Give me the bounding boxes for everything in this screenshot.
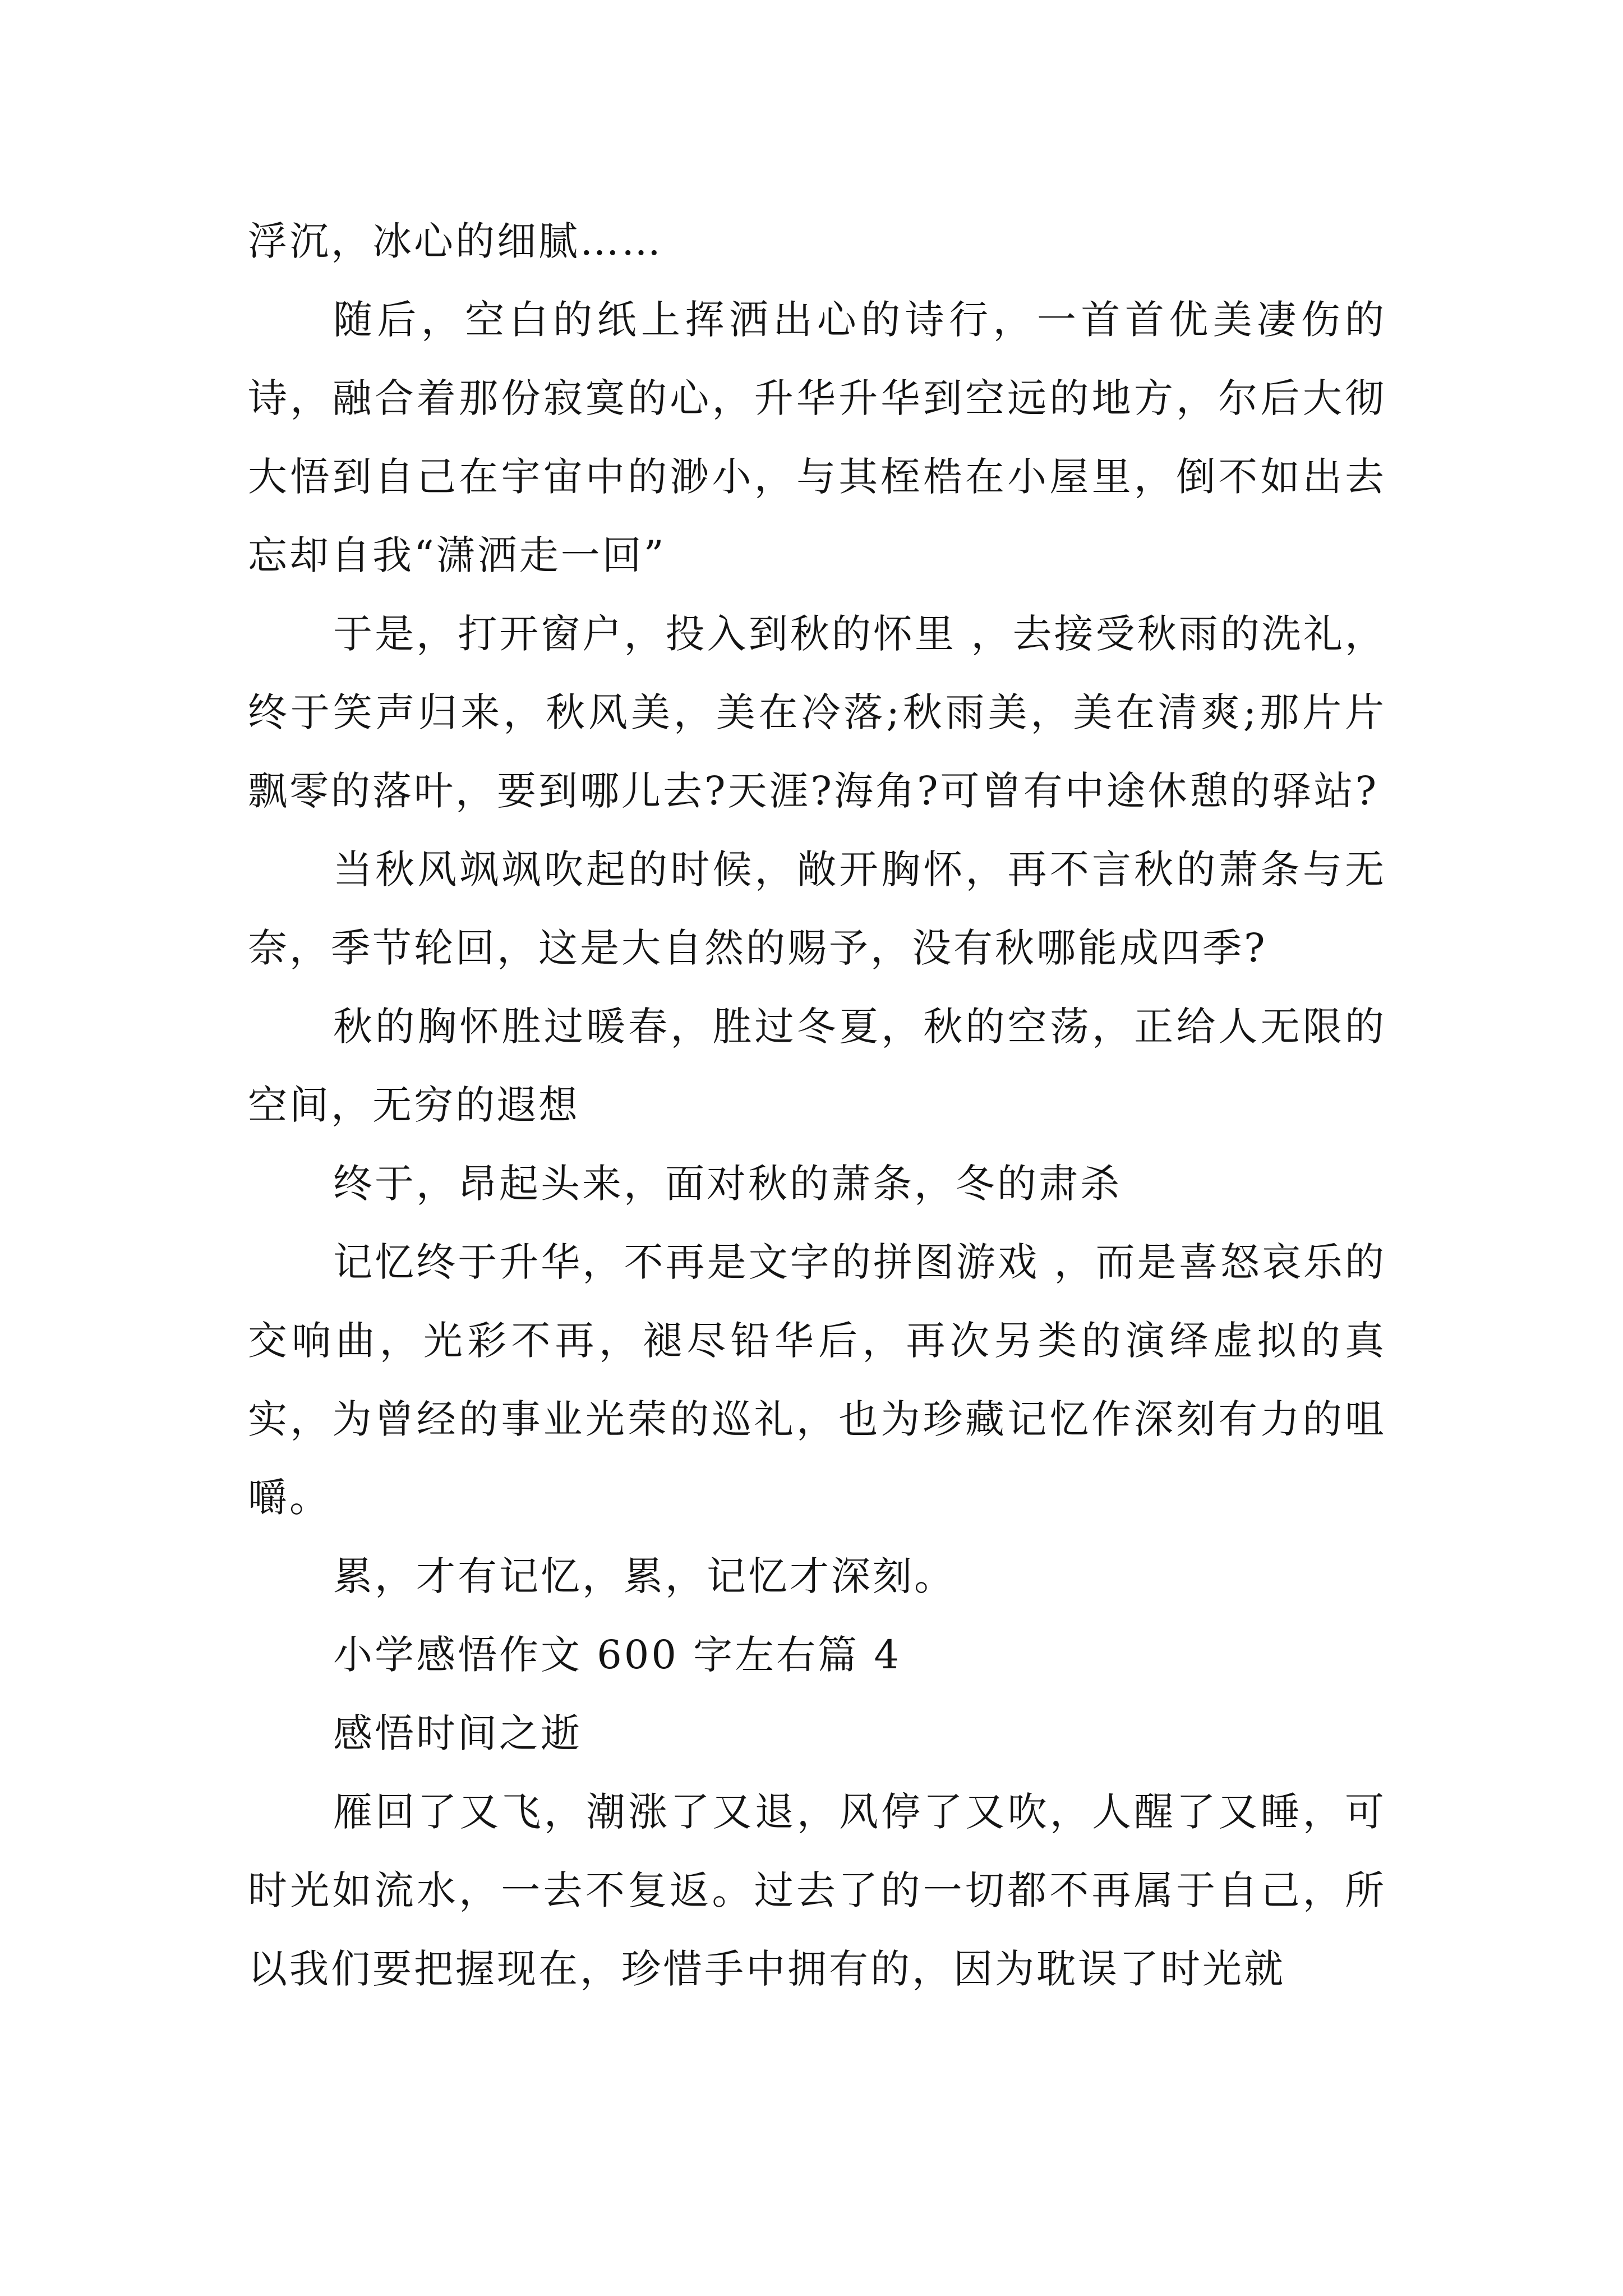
document-body: [248, 202, 1386, 2008]
paragraph: 雁回了又飞，潮涨了又退，风停了又吹，人醒了又睡，可时光如流水，一去不复返。过去了的一切都不再属于自己，所以我们要把握现在，珍惜手中拥有的，因为耽误了时光就: [248, 1789, 1386, 1992]
paragraph: 随后，空白的纸上挥洒出心的诗行，一首首优美凄伤的诗，融合着那份寂寞的心，升华升华到空远的地方，尔后大彻大悟到自己在宇宙中的渺小，与其桎梏在小屋里，倒不如出去忘却自我“潇洒走一回”: [248, 297, 1386, 578]
paragraph: 秋的胸怀胜过暖春，胜过冬夏，秋的空荡，正给人无限的空间，无穷的遐想: [248, 1004, 1386, 1128]
essay-title: 感悟时间之逝: [333, 1710, 582, 1756]
paragraph: 浮沉，冰心的细腻……: [248, 218, 663, 264]
paragraph: 于是，打开窗户，投入到秋的怀里 ，去接受秋雨的洗礼，终于笑声归来，秋风美，美在冷落;秋雨美，美在清爽;那片片飘零的落叶，要到哪儿去?天涯?海角?可曾有中途休憩的驿站?: [248, 611, 1386, 814]
section-heading: 小学感悟作文 600 字左右篇 4: [333, 1632, 901, 1678]
paragraph: 终于，昂起头来，面对秋的萧条，冬的肃杀: [333, 1161, 1122, 1207]
paragraph: 累，才有记忆，累，记忆才深刻。: [333, 1553, 956, 1599]
paragraph: 记忆终于升华，不再是文字的拼图游戏 ，而是喜怒哀乐的交响曲，光彩不再，褪尽铅华后，再次另类的演绎虚拟的真实，为曾经的事业光荣的巡礼，也为珍藏记忆作深刻有力的咀嚼。: [248, 1239, 1386, 1521]
paragraph: 当秋风飒飒吹起的时候，敞开胸怀，再不言秋的萧条与无奈，季节轮回，这是大自然的赐予，没有秋哪能成四季?: [248, 846, 1386, 971]
